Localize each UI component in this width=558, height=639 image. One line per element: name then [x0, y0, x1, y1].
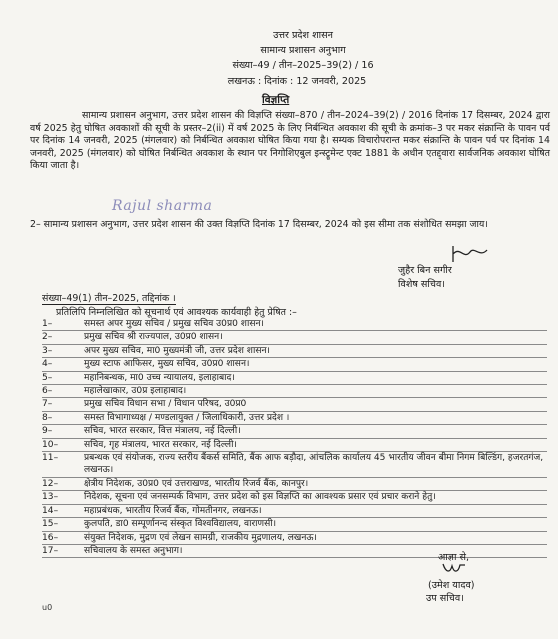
- watermark-text: Rajul sharma: [112, 198, 213, 214]
- recipient-text: क्षेत्रीय निदेशक, उ0प्र0 एवं उत्तराखण्ड, भारतीय रिजर्व बैंक, कानपुर।: [84, 478, 309, 489]
- recipient-text: प्रमुख सचिव विधान सभा / विधान परिषद, उ0प्र0: [84, 399, 247, 410]
- recipient-number: 1–: [42, 319, 53, 329]
- recipient-number: 13–: [42, 492, 59, 503]
- header-reference-number: संख्या–49 / तीन–2025–39(2) / 16: [232, 60, 374, 71]
- signature-mark-2: [440, 561, 468, 577]
- recipient-row: [42, 372, 547, 385]
- signer-2-order: आज्ञा से,: [438, 552, 470, 563]
- recipient-text: समस्त अपर मुख्य सचिव / प्रमुख सचिव उ0प्र0 शासन।: [84, 319, 264, 329]
- recipient-row: [42, 318, 547, 331]
- recipient-text: अपर मुख्य सचिव, मा0 मुख्यमंत्री जी, उत्तर प्रदेश शासन।: [84, 345, 270, 356]
- recipient-text: महाप्रबंधक, भारतीय रिजर्व बैंक, गोमतीनगर, लखनऊ।: [84, 505, 262, 516]
- recipient-list: [42, 318, 547, 558]
- recipient-number: 11–: [42, 453, 59, 464]
- recipient-row: [42, 331, 547, 344]
- recipient-text: प्रमुख सचिव श्री राज्यपाल, उ0प्र0 शासन।: [84, 332, 223, 343]
- recipient-text: कुलपति, डा0 सम्पूर्णानन्द संस्कृत विश्वविद्यालय, वाराणसी।: [84, 519, 277, 530]
- recipient-text: समस्त विभागाध्यक्ष / मण्डलायुक्त / जिलाधिकारी, उत्तर प्रदेश ।: [84, 412, 290, 423]
- recipient-row: [42, 505, 547, 518]
- notice-title: विज्ञप्ति: [262, 94, 290, 106]
- signer-1-name: जुहैर बिन सगीर: [398, 265, 452, 276]
- recipient-row: [42, 425, 547, 438]
- recipient-number: 15–: [42, 519, 59, 530]
- signer-2-title: उप सचिव।: [426, 593, 464, 604]
- recipient-row: [42, 358, 547, 371]
- recipient-number: 10–: [42, 439, 59, 450]
- recipient-number: 4–: [42, 359, 53, 370]
- footer-mark: u0: [42, 603, 53, 612]
- header-department: सामान्य प्रशासन अनुभाग: [260, 45, 346, 56]
- notice-paragraph-1: सामान्य प्रशासन अनुभाग, उत्तर प्रदेश शासन की विज्ञप्ति संख्या–870 / तीन–2024–39(2) / 2016 दिनांक 17 दिसम्बर, 2024 द्वारा वर्ष 2025 हेतु घोषित अवकाशों की सूची के प्रस्तर–2(ii) में वर्ष 2025 के लिए निर्बन्धित अवकाश की सूची के क्रमांक–3 पर मकर संक्रान्ति के पावन पर्व पर दिनांक 14 जनवरी, 2025 (मंगलवार) को निर्बन्धित अवकाश घोषित किया गया है। सम्यक विचारोपरान्त मकर संक्रान्ति के पावन पर्व पर दिनांक 14 जनवरी, 2025 (मंगलवार) को घोषित निर्बन्धित अवकाश के स्थान पर निगोशिएबुल इन्स्ट्रूमेन्ट एक्ट 1881 के अधीन एतद्द्वारा सार्वजनिक अवकाश घोषित किया जाता है।: [30, 110, 550, 172]
- recipient-text: सचिव, गृह मंत्रालय, भारत सरकार, नई दिल्ली।: [84, 439, 237, 450]
- recipient-row: [42, 478, 547, 491]
- recipient-row: [42, 491, 547, 504]
- header-date: लखनऊ : दिनांक : 12 जनवरी, 2025: [227, 76, 367, 87]
- recipient-number: 12–: [42, 478, 59, 489]
- recipient-row: [42, 518, 547, 531]
- recipient-row: [42, 439, 547, 452]
- recipient-text: महालेखाकार, उ0प्र इलाहाबाद।: [84, 386, 187, 397]
- recipient-number: 9–: [42, 426, 53, 437]
- signer-2-name: (उमेश यादव): [428, 580, 475, 591]
- header-government: उत्तर प्रदेश शासन: [273, 30, 333, 41]
- recipient-row: [42, 398, 547, 411]
- recipient-row: [42, 532, 547, 545]
- copy-reference-number: संख्या–49(1) तीन–2025, तद्दिनांक ।: [42, 293, 176, 304]
- recipient-text: मुख्य स्टाफ आफिसर, मुख्य सचिव, उ0प्र0 शासन।: [84, 359, 250, 370]
- recipient-row: [42, 345, 547, 358]
- recipient-number: 8–: [42, 412, 53, 423]
- recipient-row: [42, 452, 547, 478]
- recipient-text: सचिव, भारत सरकार, वित्त मंत्रालय, नई दिल्ली।: [84, 426, 241, 437]
- recipient-text: निदेशक, सूचना एवं जनसम्पर्क विभाग, उत्तर प्रदेश को इस विज्ञप्ति का आवश्यक प्रसार एवं प्रचार कराने हेतु।: [84, 492, 436, 503]
- recipient-text: सचिवालय के समस्त अनुभाग।: [84, 545, 183, 556]
- signature-mark-1: [450, 242, 490, 266]
- recipient-number: 3–: [42, 345, 53, 356]
- recipient-number: 16–: [42, 532, 59, 543]
- recipient-row: [42, 545, 547, 558]
- recipient-text: प्रबन्धक एवं संयोजक, राज्य स्तरीय बैंकर्स समिति, बैंक आफ बड़ौदा, आंचलिक कार्यालय 45 भारतीय जीवन बीमा निगम बिल्डिंग, हजरतगंज, लखनऊ।: [84, 453, 544, 476]
- recipient-number: 5–: [42, 372, 53, 383]
- copy-intro: प्रतिलिपि निम्नलिखित को सूचनार्थ एवं आवश्यक कार्यवाही हेतु प्रेषित :–: [56, 307, 297, 318]
- recipient-text: महानिबन्धक, मा0 उच्च न्यायालय, इलाहाबाद।: [84, 372, 235, 383]
- recipient-row: [42, 385, 547, 398]
- recipient-number: 7–: [42, 399, 53, 410]
- notice-paragraph-2: 2– सामान्य प्रशासन अनुभाग, उत्तर प्रदेश शासन की उक्त विज्ञप्ति दिनांक 17 दिसम्बर, 2024 को इस सीमा तक संशोधित समझा जाय।: [30, 219, 488, 230]
- recipient-number: 17–: [42, 545, 59, 556]
- recipient-number: 2–: [42, 332, 53, 343]
- signer-1-title: विशेष सचिव।: [398, 279, 445, 290]
- recipient-text: संयुक्त निदेशक, मुद्रण एवं लेखन सामग्री, राजकीय मुद्रणालय, लखनऊ।: [84, 532, 317, 543]
- recipient-row: [42, 412, 547, 425]
- recipient-number: 14–: [42, 505, 59, 516]
- recipient-number: 6–: [42, 386, 53, 397]
